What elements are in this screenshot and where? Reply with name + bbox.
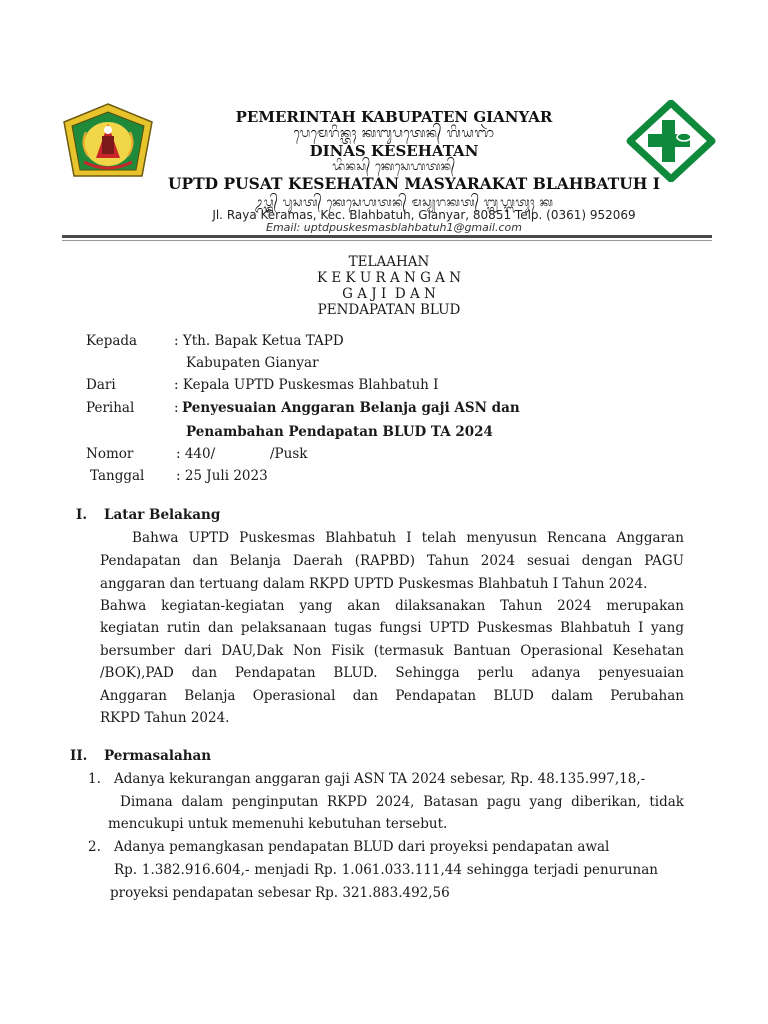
paragraph-line: Pendapatan dan Belanja Daerah (RAPBD) Tahun 2024 sesuai dengan PAGU — [100, 553, 684, 569]
list-item-line: proyeksi pendapatan sebesar Rp. 321.883.492,56 — [110, 885, 450, 901]
document-title — [0, 254, 768, 318]
email: Email: uptdpuskesmasblahbatuh1@gmail.com — [266, 221, 522, 234]
perihal-value: Penyesuaian Anggaran Belanja gaji ASN dan — [182, 400, 520, 416]
list-item-line: Dimana dalam penginputan RKPD 2024, Batasan pagu yang diberikan, tidak — [120, 794, 684, 810]
nomor-value: : 440/ — [176, 446, 216, 462]
kepada-value: : Yth. Bapak Ketua TAPD — [174, 333, 344, 349]
government-name-balinese: ᬧᬾᬫᬾᬭᬶᬦ᭄ᬢᬄ ᬓᬩᬸᬧᬢᬾᬦ᭄ ᬕᬶᬬᬜᬃ — [293, 126, 495, 141]
office-name: DINAS KESEHATAN — [309, 142, 479, 160]
paragraph-line: /BOK),PAD dan Pendapatan BLUD. Sehingga perlu adanya penyesuaian — [100, 665, 684, 681]
list-item-number: 2. — [88, 839, 101, 855]
paragraph-line: anggaran dan tertuang dalam RKPD UPTD Puskesmas Blahbatuh I Tahun 2024. — [100, 576, 648, 592]
list-item-line: mencukupi untuk memenuhi kebutuhan tersebut. — [108, 816, 448, 832]
kepada-value-line2: Kabupaten Gianyar — [186, 355, 319, 371]
kepada-label: Kepada — [86, 333, 138, 349]
perihal-label: Perihal — [86, 400, 135, 416]
paragraph-line: bersumber dari DAU,Dak Non Fisik (termasuk Bantuan Operasional Kesehatan — [100, 643, 684, 659]
dari-label: Dari — [86, 377, 116, 393]
section-1-heading: Latar Belakang — [104, 507, 221, 523]
section-1-number: I. — [76, 507, 88, 523]
government-name: PEMERINTAH KABUPATEN GIANYAR — [235, 108, 553, 126]
unit-name-balinese: ᬉᬧ᭄ᬢ᭄ᬤ᭄ ᬧᬸᬲᬢ᭄ ᬓᬾᬲᬾᬳᬢᬦ᭄ ᬫᬲ᭄ᬬᬭᬓᬢ᭄ ᬩ᭄ᬮᬳ᭄ᬩᬢᬸᬄ ᬓ — [254, 195, 554, 209]
dari-value: : Kepala UPTD Puskesmas Blahbatuh I — [174, 377, 439, 393]
perihal-value-line2: Penambahan Pendapatan BLUD TA 2024 — [186, 424, 493, 440]
letterhead — [0, 96, 768, 246]
section-2-heading: Permasalahan — [104, 748, 212, 764]
list-item-line: Adanya kekurangan anggaran gaji ASN TA 2024 sebesar, Rp. 48.135.997,18,- — [114, 771, 646, 787]
title-line-4: PENDAPATAN BLUD — [317, 302, 461, 318]
tanggal-value: : 25 Juli 2023 — [176, 468, 268, 484]
list-item-line: Rp. 1.382.916.604,- menjadi Rp. 1.061.033.111,44 sehingga terjadi penurunan — [114, 862, 658, 878]
nomor-suffix: /Pusk — [270, 446, 308, 462]
paragraph-line: kegiatan rutin dan pelaksanaan tugas fungsi UPTD Puskesmas Blahbatuh I yang — [100, 620, 684, 636]
tanggal-label: Tanggal — [90, 468, 145, 484]
list-item-number: 1. — [88, 771, 101, 787]
title-line-1: TELAAHAN — [348, 254, 430, 270]
title-line-2: K E K U R A N G A N — [316, 270, 462, 286]
perihal-colon: : — [174, 400, 179, 416]
title-line-3: G A J I D A N — [342, 286, 436, 302]
letterhead-divider — [62, 235, 712, 238]
letterhead-divider-thin — [62, 240, 712, 241]
unit-name: UPTD PUSAT KESEHATAN MASYARAKAT BLAHBATUH I — [167, 174, 661, 193]
paragraph-line: Anggaran Belanja Operasional dan Pendapatan BLUD dalam Perubahan — [100, 688, 684, 704]
paragraph-line: RKPD Tahun 2024. — [100, 710, 230, 726]
nomor-label: Nomor — [86, 446, 134, 462]
section-2-number: II. — [70, 748, 88, 764]
list-item-line: Adanya pemangkasan pendapatan BLUD dari proyeksi pendapatan awal — [114, 839, 610, 855]
office-name-balinese: ᬤᬶᬦᬲ᭄ ᬓᬾᬲᬾᬳᬢᬦ᭄ — [332, 159, 456, 173]
address: Jl. Raya Keramas, Kec. Blahbatuh, Gianyar, 80851 Telp. (0361) 952069 — [212, 208, 636, 222]
paragraph-line: Bahwa UPTD Puskesmas Blahbatuh I telah menyusun Rencana Anggaran — [132, 530, 684, 546]
paragraph-line: Bahwa kegiatan-kegiatan yang akan dilaksanakan Tahun 2024 merupakan — [100, 598, 684, 614]
